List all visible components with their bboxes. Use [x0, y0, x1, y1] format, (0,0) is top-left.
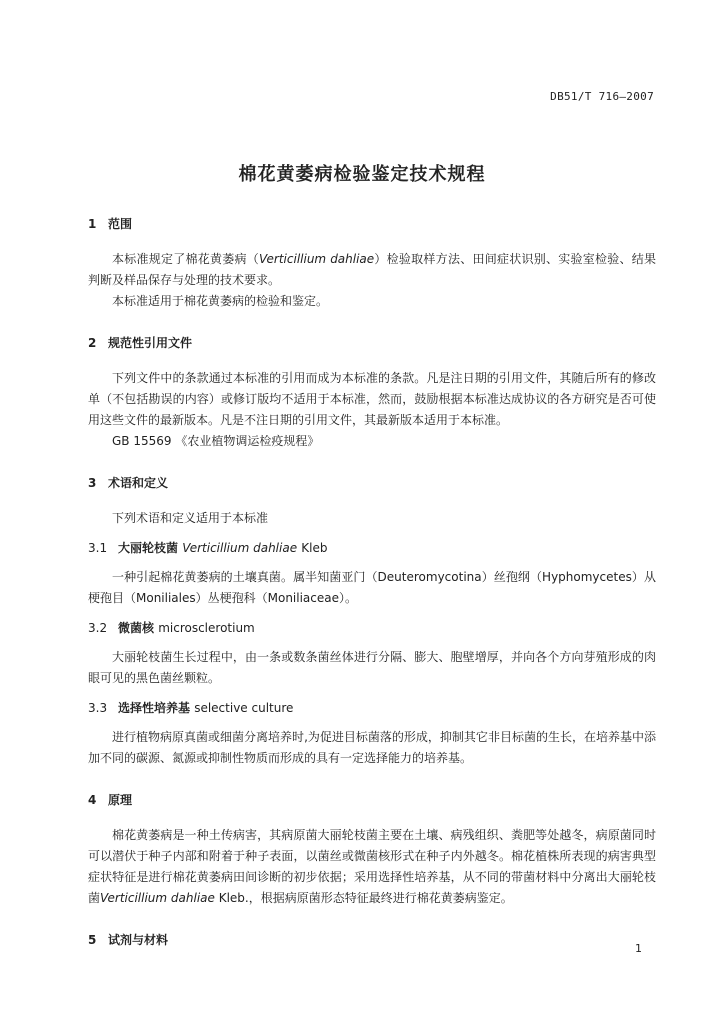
term-name: 微菌核	[118, 621, 155, 635]
text-span: 本标准规定了棉花黄萎病（	[112, 252, 260, 266]
section-title: 范围	[108, 217, 133, 231]
section-heading-terms	[88, 474, 656, 492]
term-number: 3.3	[88, 701, 108, 715]
text-span: 棉花黄萎病是一种土传病害，其病原菌大丽轮枝菌主要在土壤、病残组织、粪肥等处越冬，病原菌同时可以潜伏于种子内部和附着于种子表面，以菌丝或微菌核形式在种子内外越冬。棉花植株所表现的病害典型症状特征是进行棉花黄萎病田间诊断的初步依据；采用选择性培养基，从不同的带菌材料中分离出大丽轮枝菌	[88, 828, 656, 905]
section-number: 4	[88, 793, 97, 807]
latin-name: Verticillium dahliae	[259, 252, 375, 266]
term-latin: Kleb	[301, 541, 328, 555]
term-latin: selective culture	[194, 701, 294, 715]
text-span: ）检验取样方法、田间症状识别、实验室检验、结果判断及样品保存与处理的技术要求。	[88, 252, 656, 287]
term-definition: 大丽轮枝菌生长过程中，由一条或数条菌丝体进行分隔、膨大、胞壁增厚，并向各个方向芽殖形成的肉眼可见的黑色菌丝颗粒。	[88, 650, 656, 685]
paragraph: 下列文件中的条款通过本标准的引用而成为本标准的条款。凡是注日期的引用文件，其随后所有的修改单（不包括勘误的内容）或修订版均不适用于本标准，然而，鼓励根据本标准达成协议的各方研究是否可使用这些文件的最新版本。凡是不注日期的引用文件，其最新版本适用于本标准。	[88, 371, 656, 427]
section-number: 3	[88, 476, 97, 490]
section-heading-reagents	[88, 931, 656, 949]
document-body	[88, 215, 656, 949]
term-definition: 进行植物病原真菌或细菌分离培养时,为促进目标菌落的形成，抑制其它非目标菌的生长，在培养基中添加不同的碳源、氮源或抑制性物质而形成的具有一定选择能力的培养基。	[88, 730, 656, 765]
term-latin: Verticillium dahliae	[182, 541, 298, 555]
text-span: Kleb.，根据病原菌形态特征最终进行棉花黄萎病鉴定。	[214, 891, 513, 905]
document-code: DB51/T 716—2007	[550, 90, 654, 103]
term-latin: microsclerotium	[158, 621, 255, 635]
term-number: 3.2	[88, 621, 108, 635]
section-heading-scope	[88, 215, 656, 233]
section-heading-references	[88, 334, 656, 352]
document-title: 棉花黄萎病检验鉴定技术规程	[238, 164, 486, 185]
section-heading-principle	[88, 791, 656, 809]
paragraph: 下列术语和定义适用于本标准	[112, 511, 269, 525]
paragraph: 本标准适用于棉花黄萎病的检验和鉴定。	[112, 294, 329, 308]
reference-item: GB 15569 《农业植物调运检疫规程》	[112, 434, 320, 448]
term-name: 选择性培养基	[118, 701, 191, 715]
term-heading	[88, 619, 656, 637]
latin-name: Verticillium dahliae	[100, 891, 215, 905]
section-number: 5	[88, 933, 97, 947]
section-title: 术语和定义	[108, 476, 169, 490]
section-title: 规范性引用文件	[108, 336, 193, 350]
term-heading	[88, 539, 656, 557]
term-heading	[88, 699, 656, 717]
section-title: 试剂与材料	[108, 933, 169, 947]
section-title: 原理	[108, 793, 133, 807]
term-number: 3.1	[88, 541, 108, 555]
paragraph	[88, 249, 656, 291]
paragraph	[88, 825, 656, 909]
section-number: 2	[88, 336, 97, 350]
term-name: 大丽轮枝菌	[118, 541, 179, 555]
term-definition: 一种引起棉花黄萎病的土壤真菌。属半知菌亚门（Deuteromycotina）丝孢纲（Hyphomycetes）从梗孢目（Moniliales）丛梗孢科（Moniliaceae）。	[88, 570, 656, 605]
section-number: 1	[88, 217, 97, 231]
page-number: 1	[635, 942, 642, 955]
